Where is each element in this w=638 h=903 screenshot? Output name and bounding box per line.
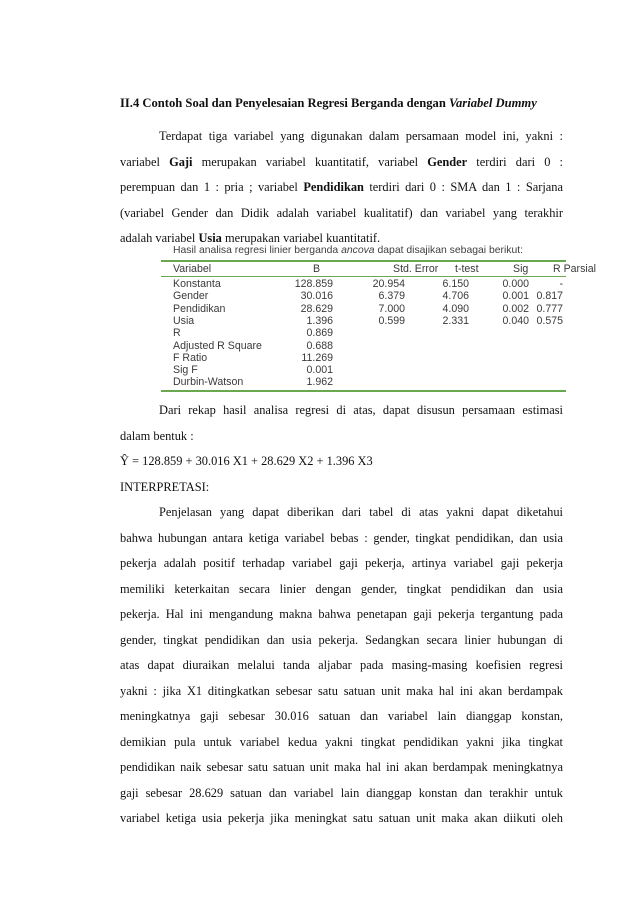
table-cell: Durbin-Watson <box>173 376 244 389</box>
table-cell: 30.016 <box>300 290 333 303</box>
table-bottom-rule <box>161 390 566 392</box>
bold-term: Gender <box>427 154 468 169</box>
table-cell: 0.869 <box>306 327 333 340</box>
table-row <box>161 315 566 327</box>
table-cell: 0.777 <box>536 302 563 315</box>
table-cell: Usia <box>173 314 195 327</box>
table-cell: F Ratio <box>173 351 208 364</box>
body-line: meningkatnya gaji sebesar 30.016 satuan dan variabel lain dianggap konstan, <box>120 709 563 723</box>
table-header-rule <box>161 276 566 277</box>
body-line: Ŷ = 128.859 + 30.016 X1 + 28.629 X2 + 1.396 X3 <box>120 454 373 468</box>
body-line: atas dapat diuraikan melalui tanda aljabar pada masing-masing koefisien regresi <box>120 658 563 672</box>
table-header-cell: Variabel <box>173 263 212 275</box>
table-cell: - <box>559 278 563 290</box>
table-cell: 0.688 <box>306 339 333 352</box>
table-cell: 0.040 <box>502 314 529 327</box>
table-cell: 0.599 <box>378 314 405 327</box>
table-cell: 1.396 <box>306 314 333 327</box>
table-cell: 1.962 <box>306 376 333 389</box>
table-header-cell: t-test <box>455 263 479 275</box>
table-header-cell: Std. Error <box>393 263 439 275</box>
bold-term: Gaji <box>169 154 193 169</box>
table-top-rule <box>161 260 566 262</box>
table-cell: 6.150 <box>442 278 469 290</box>
text-run: Terdapat tiga variabel yang digunakan dalam persamaan model ini, yakni : <box>159 129 563 143</box>
body-line: variabel ketiga usia pekerja jika meningkat satu satuan unit maka akan diikuti oleh <box>120 811 563 825</box>
table-cell: R <box>173 327 181 340</box>
table-cell: Gender <box>173 290 209 303</box>
table-cell: 11.269 <box>301 351 333 364</box>
table-cell: 0.002 <box>502 302 529 315</box>
body-line: yakni : jika X1 ditingkatkan sebesar satu satuan unit maka hal ini akan berdampak <box>120 683 563 698</box>
text-run: adalah variabel <box>120 231 199 245</box>
intro-line <box>120 175 563 201</box>
table-cell: Pendidikan <box>173 302 226 315</box>
text-run: terdiri dari 0 : <box>467 154 563 169</box>
intro-line <box>120 201 563 227</box>
section-heading-italic: Variabel Dummy <box>449 96 537 110</box>
text-run: perempuan dan 1 : pria ; variabel <box>120 180 304 194</box>
body-text <box>120 398 563 832</box>
table-cell: 20.954 <box>372 278 405 290</box>
intro-line <box>120 124 563 150</box>
table-header-cell: Sig <box>513 263 529 275</box>
table-header-cell: B <box>313 263 321 275</box>
table-cell: 2.331 <box>442 314 469 327</box>
table-cell: 0.001 <box>502 290 529 303</box>
table-cell: Sig F <box>173 364 198 377</box>
table-row <box>161 327 566 339</box>
table-row <box>161 340 566 352</box>
table-cell: 4.706 <box>442 290 469 303</box>
body-line: Dari rekap hasil analisa regresi di atas, dapat disusun persamaan estimasi <box>159 403 563 417</box>
table-cell: 0.001 <box>306 364 333 377</box>
intro-paragraph <box>120 124 563 252</box>
table-cell: 4.090 <box>442 302 469 315</box>
body-line: INTERPRETASI: <box>120 479 210 494</box>
text-run: merupakan variabel kuantitatif, variabel <box>192 154 428 169</box>
table-cell: Adjusted R Square <box>173 339 262 352</box>
bold-term: Usia <box>198 231 222 245</box>
table-row <box>161 376 566 388</box>
table-cell: 28.629 <box>300 302 333 315</box>
body-line: demikian pula untuk variabel kedua yakni tingkat pendidikan yakni jika tingkat <box>120 734 563 749</box>
section-heading-text: II.4 Contoh Soal dan Penyelesaian Regresi Berganda dengan <box>120 96 449 110</box>
body-line: bahwa hubungan antara ketiga variabel bebas : gender, tingkat pendidikan, dan usia <box>120 530 563 545</box>
body-line: pendidikan naik sebesar satu satuan unit maka hal ini akan berdampak meningkatnya <box>120 760 563 774</box>
bold-term: Pendidikan <box>303 180 364 194</box>
body-line: pekerja. Hal ini mengandung makna bahwa penetapan gaji pekerja tergantung pada <box>120 607 563 621</box>
intro-line <box>120 150 563 176</box>
body-line: gaji sebesar 28.629 satuan dan variabel lain dianggap konstan dan terakhir untuk <box>120 785 563 800</box>
body-line: dalam bentuk : <box>120 428 194 443</box>
text-run: merupakan variabel kuantitatif. <box>221 231 381 245</box>
body-line: memiliki keterkaitan secara linier dengan gender, tingkat pendidikan dan usia <box>120 581 563 596</box>
table-cell: 0.575 <box>536 314 563 327</box>
body-line: Penjelasan yang dapat diberikan dari tabel di atas yakni dapat diketahui <box>159 505 563 519</box>
regression-table-image <box>161 245 596 395</box>
table-cell: 7.000 <box>378 302 405 315</box>
text-run: variabel <box>120 154 170 169</box>
table-cell: Konstanta <box>173 278 221 290</box>
table-cell: 6.379 <box>378 290 405 303</box>
table-header-cell: R Parsial <box>553 263 596 275</box>
text-run: terdiri dari 0 : SMA dan 1 : Sarjana <box>363 180 563 194</box>
table-row <box>161 290 566 302</box>
table-cell: 128.859 <box>294 278 333 290</box>
body-line: gender, tingkat pendidikan dan usia pekerja. Sedangkan secara linier hubungan di <box>120 632 563 647</box>
table-cell: 0.817 <box>536 290 563 303</box>
text-run: (variabel Gender dan Didik adalah variabel kualitatif) dan variabel yang terakhir <box>120 205 563 220</box>
section-heading <box>120 96 580 111</box>
table-caption: Hasil analisa regresi linier berganda ancova dapat disajikan sebagai berikut: <box>173 245 524 256</box>
body-line: pekerja adalah positif terhadap variabel gaji pekerja, artinya variabel gaji pekerja <box>120 556 563 570</box>
table-header-row <box>161 263 596 275</box>
table-cell: 0.000 <box>502 278 529 290</box>
table-row <box>161 352 566 364</box>
table-row <box>161 364 566 376</box>
table-row <box>161 303 566 315</box>
table-row <box>161 278 566 290</box>
